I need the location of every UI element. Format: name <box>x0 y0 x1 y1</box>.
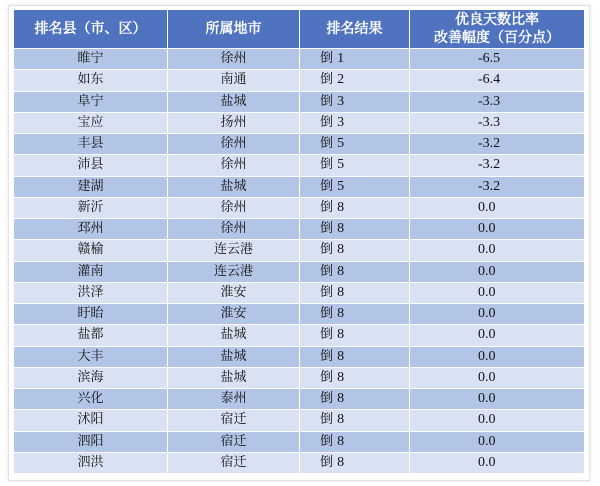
county-cell: 丰县 <box>14 134 168 155</box>
county-cell: 盐都 <box>14 325 168 346</box>
rank-number: 8 <box>337 348 345 364</box>
rate-change-cell: -3.3 <box>410 91 585 112</box>
table-body <box>14 49 585 474</box>
table-row <box>14 346 585 367</box>
table-row <box>14 261 585 282</box>
rate-change-cell: 0.0 <box>410 282 585 303</box>
header-rate-line2: 改善幅度（百分点） <box>434 30 560 46</box>
rank-cell <box>300 112 410 133</box>
header-city: 所属地市 <box>168 10 300 49</box>
city-cell: 盐城 <box>168 325 300 346</box>
table-row <box>14 452 585 473</box>
rank-prefix: 倒 <box>320 221 334 237</box>
rank-prefix: 倒 <box>320 454 334 470</box>
rank-cell <box>300 282 410 303</box>
city-cell: 徐州 <box>168 197 300 218</box>
city-cell: 泰州 <box>168 389 300 410</box>
table-row <box>14 112 585 133</box>
rank-cell <box>300 452 410 473</box>
rank-cell <box>300 304 410 325</box>
rank-cell <box>300 155 410 176</box>
rate-change-cell: 0.0 <box>410 304 585 325</box>
rank-number: 8 <box>337 263 345 279</box>
rank-prefix: 倒 <box>320 51 334 67</box>
ranking-table <box>13 9 585 474</box>
table-row <box>14 410 585 431</box>
city-cell: 宿迁 <box>168 431 300 452</box>
rank-cell <box>300 346 410 367</box>
rank-prefix: 倒 <box>320 72 334 88</box>
rate-change-cell: 0.0 <box>410 197 585 218</box>
table-row <box>14 431 585 452</box>
rank-number: 2 <box>337 72 345 88</box>
rank-cell <box>300 240 410 261</box>
rank-number: 8 <box>337 242 345 258</box>
header-result: 排名结果 <box>300 10 410 49</box>
rank-prefix: 倒 <box>320 284 334 300</box>
rank-cell <box>300 176 410 197</box>
rank-prefix: 倒 <box>320 199 334 215</box>
county-cell: 洪泽 <box>14 282 168 303</box>
rank-prefix: 倒 <box>320 369 334 385</box>
rank-number: 8 <box>337 221 345 237</box>
rate-change-cell: 0.0 <box>410 389 585 410</box>
city-cell: 南通 <box>168 70 300 91</box>
rank-number: 8 <box>337 327 345 343</box>
rank-cell <box>300 70 410 91</box>
table-row <box>14 49 585 70</box>
rank-number: 8 <box>337 391 345 407</box>
rate-change-cell: 0.0 <box>410 346 585 367</box>
rank-prefix: 倒 <box>320 157 334 173</box>
county-cell: 滨海 <box>14 367 168 388</box>
rate-change-cell: 0.0 <box>410 261 585 282</box>
rate-change-cell: 0.0 <box>410 219 585 240</box>
rank-cell <box>300 261 410 282</box>
rate-change-cell: 0.0 <box>410 431 585 452</box>
rank-prefix: 倒 <box>320 412 334 428</box>
rank-cell <box>300 431 410 452</box>
city-cell: 宿迁 <box>168 452 300 473</box>
header-county: 排名县（市、区） <box>14 10 168 49</box>
rank-prefix: 倒 <box>320 242 334 258</box>
city-cell: 扬州 <box>168 112 300 133</box>
county-cell: 建湖 <box>14 176 168 197</box>
rate-change-cell: -3.2 <box>410 134 585 155</box>
table-row <box>14 70 585 91</box>
rank-number: 8 <box>337 306 345 322</box>
rank-number: 8 <box>337 369 345 385</box>
header-row <box>14 10 585 49</box>
rank-prefix: 倒 <box>320 136 334 152</box>
city-cell: 宿迁 <box>168 410 300 431</box>
rank-prefix: 倒 <box>320 306 334 322</box>
county-cell: 泗阳 <box>14 431 168 452</box>
county-cell: 新沂 <box>14 197 168 218</box>
rank-prefix: 倒 <box>320 178 334 194</box>
rate-change-cell: -6.5 <box>410 49 585 70</box>
table-row <box>14 91 585 112</box>
county-cell: 睢宁 <box>14 49 168 70</box>
rank-prefix: 倒 <box>320 391 334 407</box>
county-cell: 泗洪 <box>14 452 168 473</box>
rank-cell <box>300 49 410 70</box>
rank-number: 8 <box>337 454 345 470</box>
rank-prefix: 倒 <box>320 263 334 279</box>
city-cell: 徐州 <box>168 155 300 176</box>
city-cell: 盐城 <box>168 367 300 388</box>
rank-number: 1 <box>337 51 345 67</box>
county-cell: 大丰 <box>14 346 168 367</box>
county-cell: 沛县 <box>14 155 168 176</box>
table-row <box>14 134 585 155</box>
city-cell: 连云港 <box>168 240 300 261</box>
rate-change-cell: -6.4 <box>410 70 585 91</box>
rank-cell <box>300 219 410 240</box>
county-cell: 赣榆 <box>14 240 168 261</box>
city-cell: 淮安 <box>168 304 300 325</box>
rank-cell <box>300 91 410 112</box>
rank-number: 5 <box>337 157 345 173</box>
table-row <box>14 155 585 176</box>
county-cell: 兴化 <box>14 389 168 410</box>
table-row <box>14 282 585 303</box>
county-cell: 沭阳 <box>14 410 168 431</box>
city-cell: 徐州 <box>168 49 300 70</box>
table-row <box>14 325 585 346</box>
rank-prefix: 倒 <box>320 433 334 449</box>
city-cell: 淮安 <box>168 282 300 303</box>
county-cell: 灌南 <box>14 261 168 282</box>
table-row <box>14 367 585 388</box>
rate-change-cell: 0.0 <box>410 325 585 346</box>
rank-cell <box>300 134 410 155</box>
rate-change-cell: -3.2 <box>410 155 585 176</box>
county-cell: 宝应 <box>14 112 168 133</box>
table-row <box>14 389 585 410</box>
table-row <box>14 197 585 218</box>
rank-number: 5 <box>337 178 345 194</box>
county-cell: 如东 <box>14 70 168 91</box>
rate-change-cell: -3.3 <box>410 112 585 133</box>
rate-change-cell: 0.0 <box>410 452 585 473</box>
rank-number: 8 <box>337 284 345 300</box>
city-cell: 盐城 <box>168 91 300 112</box>
table-row <box>14 219 585 240</box>
rate-change-cell: 0.0 <box>410 410 585 431</box>
header-rate-line1: 优良天数比率 <box>455 12 539 28</box>
rate-change-cell: 0.0 <box>410 240 585 261</box>
rank-prefix: 倒 <box>320 348 334 364</box>
rank-number: 3 <box>337 93 345 109</box>
table-row <box>14 240 585 261</box>
rank-prefix: 倒 <box>320 114 334 130</box>
rank-cell <box>300 367 410 388</box>
rank-cell <box>300 389 410 410</box>
table-row <box>14 304 585 325</box>
rank-number: 5 <box>337 136 345 152</box>
county-cell: 盱眙 <box>14 304 168 325</box>
table-row <box>14 176 585 197</box>
city-cell: 徐州 <box>168 134 300 155</box>
rank-cell <box>300 410 410 431</box>
city-cell: 盐城 <box>168 346 300 367</box>
rate-change-cell: 0.0 <box>410 367 585 388</box>
rate-change-cell: -3.2 <box>410 176 585 197</box>
rank-number: 8 <box>337 433 345 449</box>
rank-number: 8 <box>337 199 345 215</box>
table-header <box>14 10 585 49</box>
rank-number: 3 <box>337 114 345 130</box>
rank-prefix: 倒 <box>320 93 334 109</box>
header-rate <box>410 10 585 49</box>
city-cell: 连云港 <box>168 261 300 282</box>
rank-number: 8 <box>337 412 345 428</box>
rank-cell <box>300 325 410 346</box>
city-cell: 徐州 <box>168 219 300 240</box>
county-cell: 邳州 <box>14 219 168 240</box>
city-cell: 盐城 <box>168 176 300 197</box>
rank-cell <box>300 197 410 218</box>
rank-prefix: 倒 <box>320 327 334 343</box>
county-cell: 阜宁 <box>14 91 168 112</box>
